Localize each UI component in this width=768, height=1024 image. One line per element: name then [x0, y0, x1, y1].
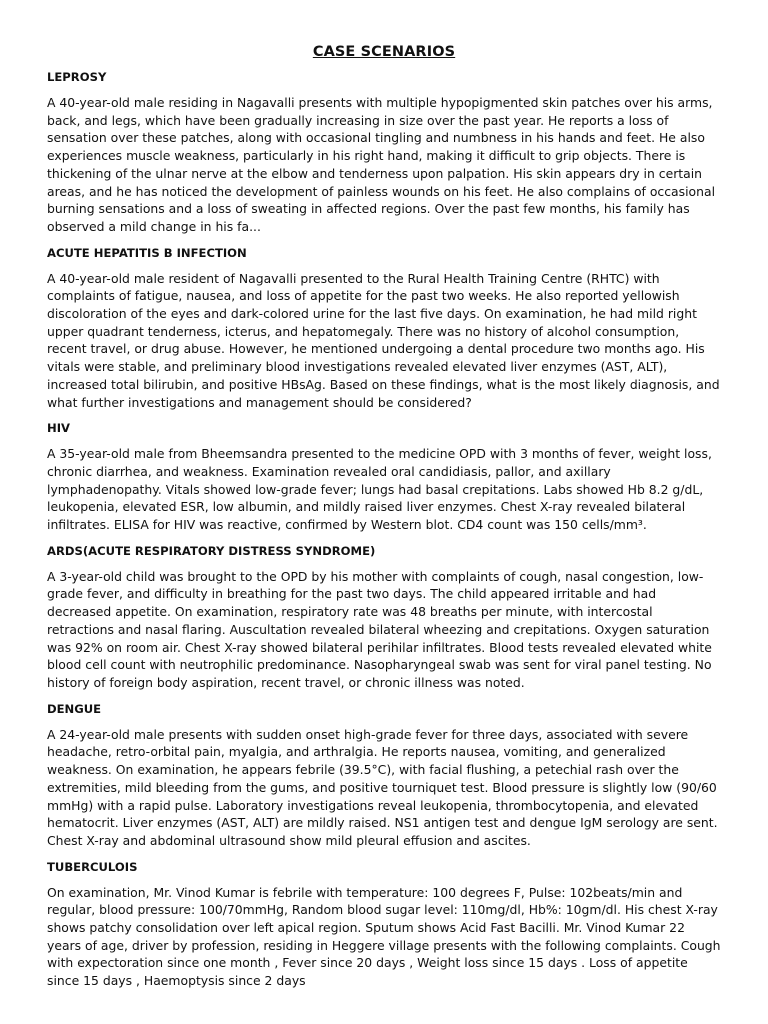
document-page [47, 44, 721, 1000]
section-heading: TUBERCULOIS [47, 859, 138, 874]
section-body: A 35-year-old male from Bheemsandra presented to the medicine OPD with 3 months of fever, weight loss, chronic diarrhea, and weakness. Examination revealed oral candidiasis, pallor, and axillary lymphadenopathy. Vitals showed low-grade fever; lungs had basal crepitations. Labs showed Hb 8.2 g/dL, leukopenia, elevated ESR, low albumin, and mildly raised liver enzymes. Chest X-ray revealed bilateral infiltrates. ELISA for HIV was reactive, confirmed by Western blot. CD4 count was 150 cells/mm³. [47, 446, 712, 533]
section-body: A 40-year-old male resident of Nagavalli presented to the Rural Health Training Centre (RHTC) with complaints of fatigue, nausea, and loss of appetite for the past two weeks. He also reported yellowish discoloration of the eyes and dark-colored urine for the last five days. On examination, he had mild right upper quadrant tenderness, icterus, and hepatomegaly. There was no history of alcohol consumption, recent travel, or drug abuse. However, he mentioned undergoing a dental procedure two months ago. His vitals were stable, and preliminary blood investigations revealed elevated liver enzymes (AST, ALT), increased total bilirubin, and positive HBsAg. Based on these findings, what is the most likely diagnosis, and what further investigations and management should be considered? [47, 270, 720, 410]
section-heading: ARDS(ACUTE RESPIRATORY DISTRESS SYNDROME) [47, 543, 376, 558]
section-body: On examination, Mr. Vinod Kumar is febrile with temperature: 100 degrees F, Pulse: 102beats/min and regular, blood pressure: 100/70mmHg, Random blood sugar level: 110mg/dl, Hb%: 10gm/dl. His chest X-ray shows patchy consolidation over left apical region. Sputum shows Acid Fast Bacilli. Mr. Vinod Kumar 22 years of age, driver by profession, residing in Heggere village presents with the following complaints. Cough with expectoration since one month , Fever since 20 days , Weight loss since 15 days . Loss of appetite since 15 days , Haemoptysis since 2 days [47, 884, 721, 989]
section-heading: DENGUE [47, 701, 102, 716]
section-hiv [47, 421, 721, 534]
section-heading: LEPROSY [47, 70, 107, 84]
section-ards [47, 544, 721, 692]
section-hepatitis-b [47, 246, 721, 412]
document-title: CASE SCENARIOS [312, 44, 456, 60]
section-leprosy [47, 70, 721, 236]
section-dengue [47, 702, 721, 850]
section-heading: ACUTE HEPATITIS B INFECTION [47, 245, 247, 260]
section-body: A 3-year-old child was brought to the OPD by his mother with complaints of cough, nasal congestion, low-grade fever, and difficulty in breathing for the past two days. The child appeared irritable and had decreased appetite. On examination, respiratory rate was 48 breaths per minute, with intercostal retractions and nasal flaring. Auscultation revealed bilateral wheezing and crepitations. Oxygen saturation was 92% on room air. Chest X-ray showed bilateral perihilar infiltrates. Blood tests revealed elevated white blood cell count with neutrophilic predominance. Nasopharyngeal swab was sent for viral panel testing. No history of foreign body aspiration, recent travel, or chronic illness was noted. [47, 568, 712, 690]
section-tuberculosis [47, 860, 721, 990]
section-heading: HIV [47, 421, 70, 436]
section-body: A 40-year-old male residing in Nagavalli presents with multiple hypopigmented skin patches over his arms, back, and legs, which have been gradually increasing in size over the past year. He reports a loss of sensation over these patches, along with occasional tingling and numbness in his hands and feet. He also experiences muscle weakness, particularly in his right hand, making it difficult to grip objects. There is thickening of the ulnar nerve at the elbow and tenderness upon palpation. His skin appears dry in certain areas, and he has noticed the development of painless wounds on his feet. He also complains of occasional burning sensations and a loss of sweating in affected regions. Over the past few months, his family has observed a mild change in his fa... [47, 95, 716, 234]
section-body: A 24-year-old male presents with sudden onset high-grade fever for three days, associated with severe headache, retro-orbital pain, myalgia, and arthralgia. He reports nausea, vomiting, and generalized weakness. On examination, he appears febrile (39.5°C), with facial flushing, a petechial rash over the extremities, mild bleeding from the gums, and positive tourniquet test. Blood pressure is slightly low (90/60 mmHg) with a rapid pulse. Laboratory investigations reveal leukopenia, thrombocytopenia, and elevated hematocrit. Liver enzymes (AST, ALT) are mildly raised. NS1 antigen test and dengue IgM serology are sent. Chest X-ray and abdominal ultrasound show mild pleural effusion and ascites. [47, 726, 718, 848]
